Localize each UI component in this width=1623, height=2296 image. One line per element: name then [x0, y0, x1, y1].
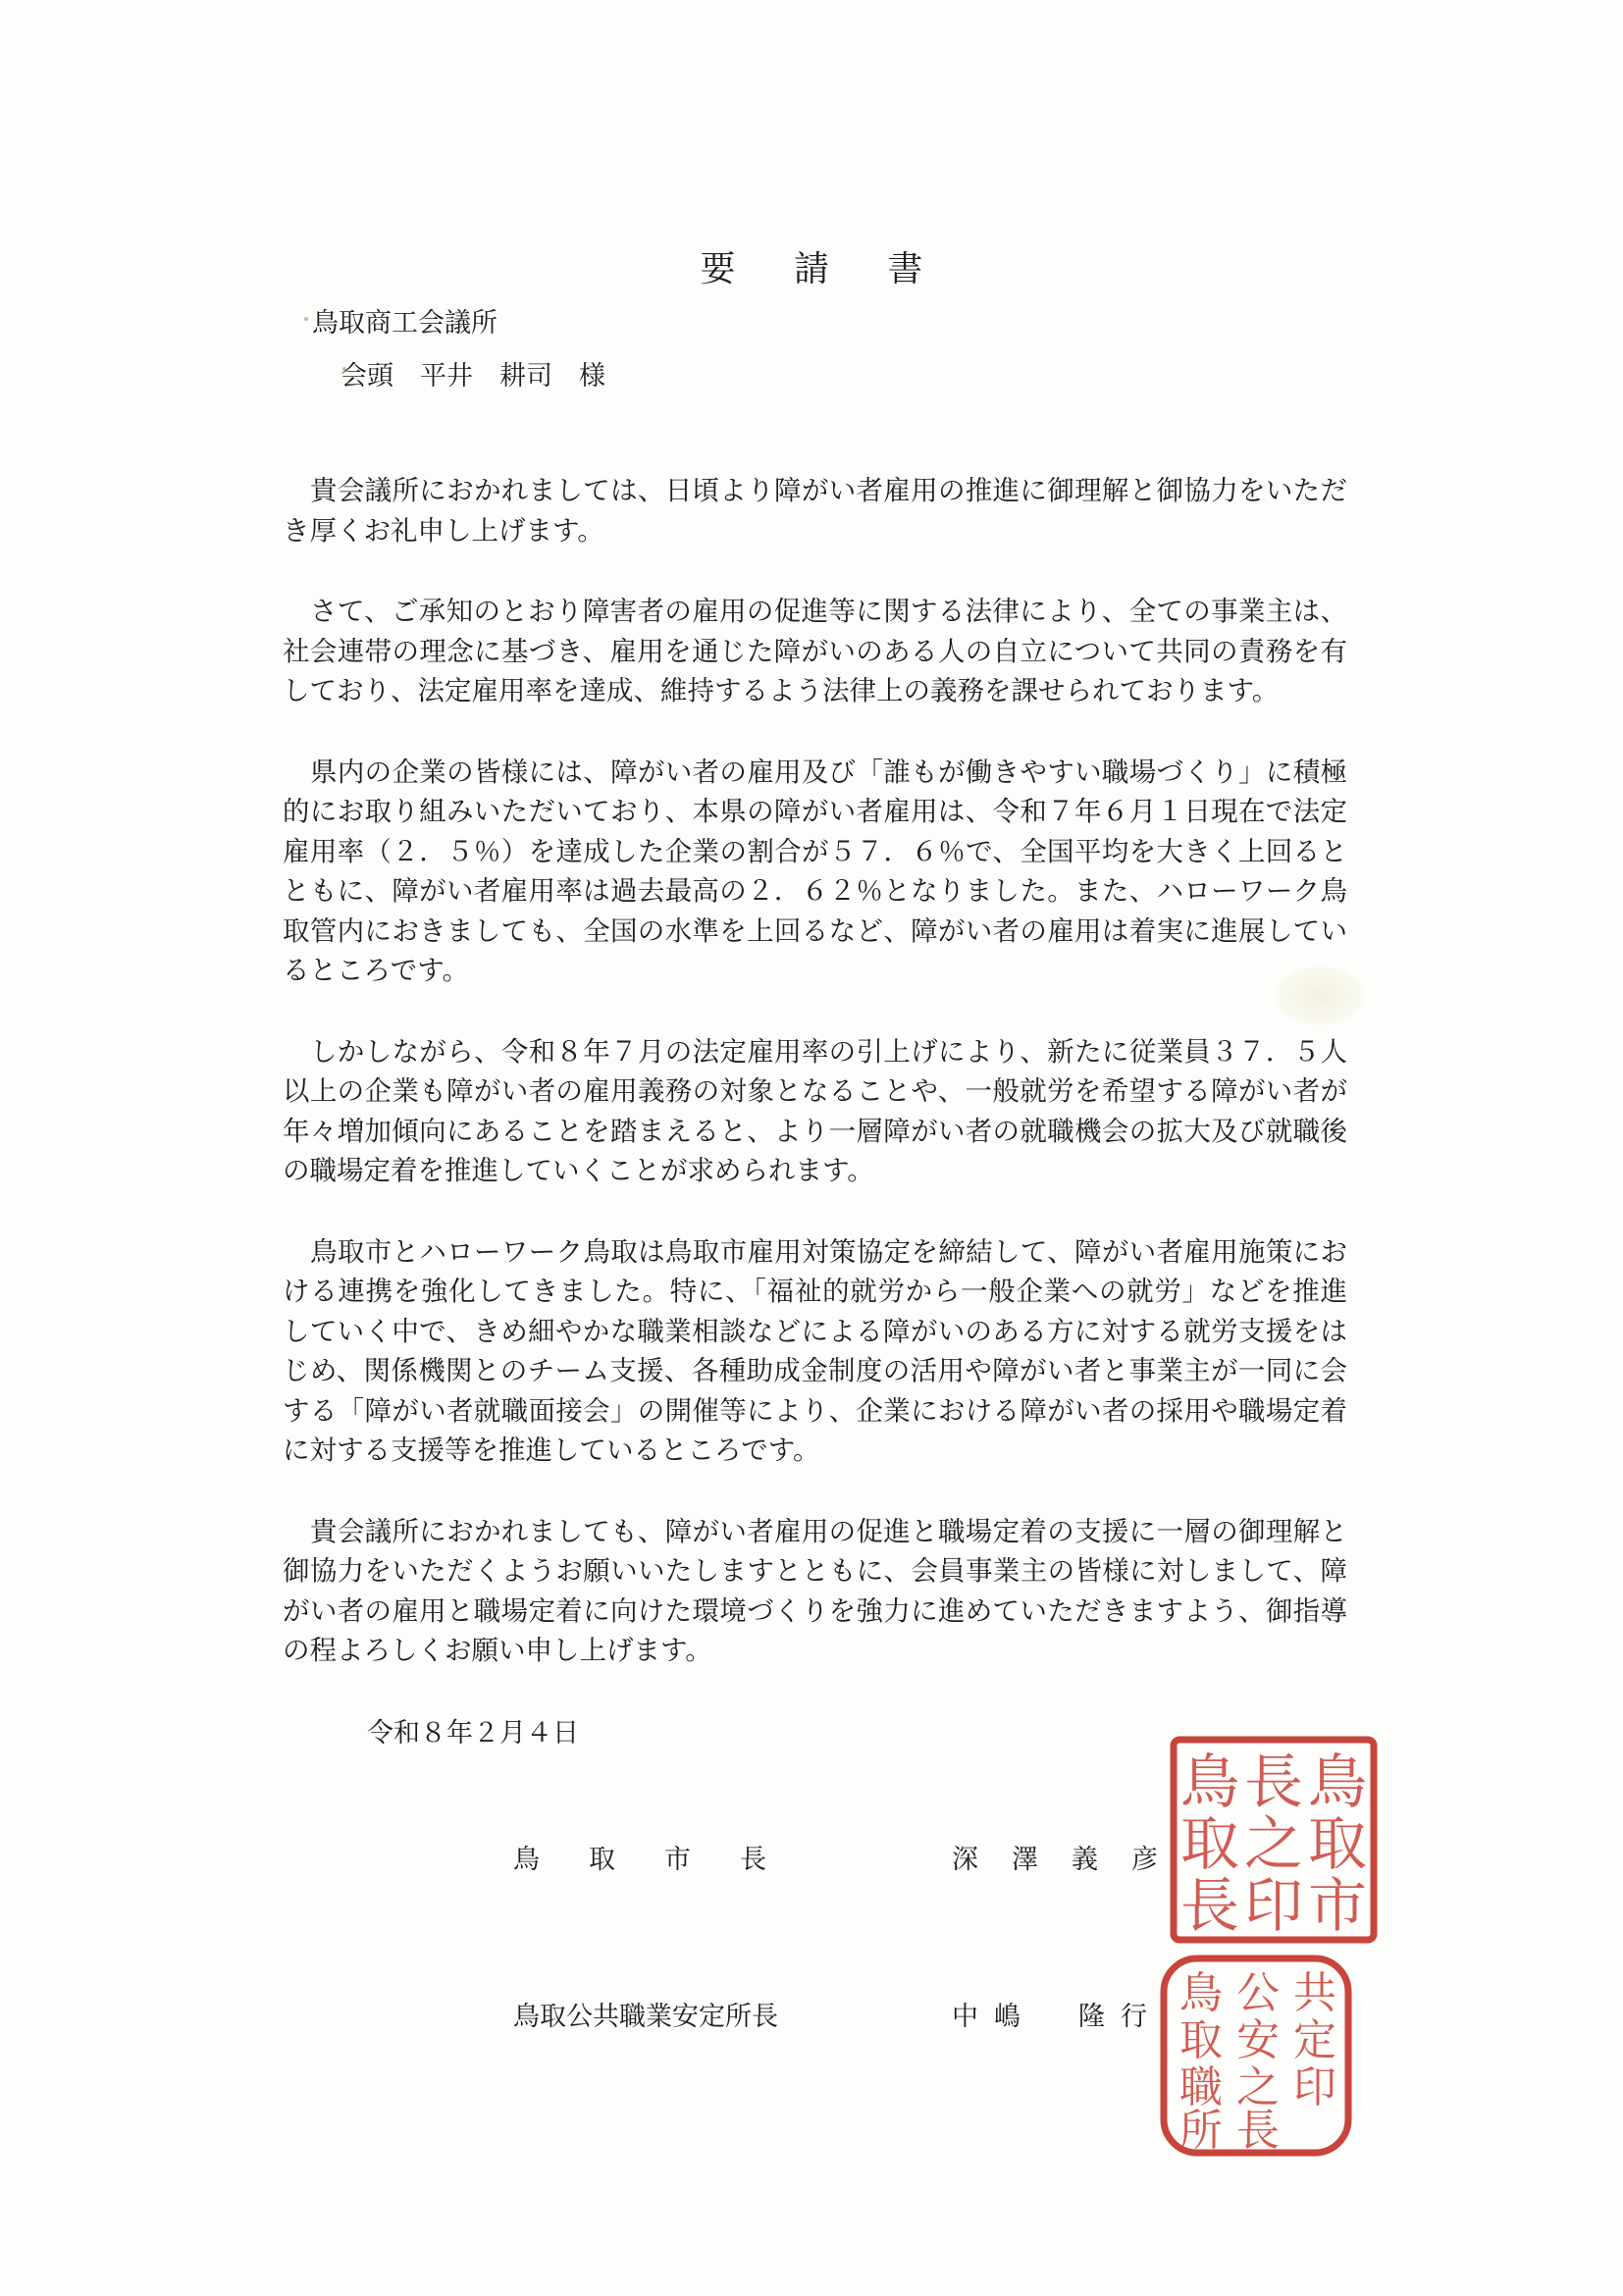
office-seal	[1158, 1953, 1354, 2163]
seal-char: 長	[1180, 1872, 1239, 1941]
seal-char: 取	[1179, 2015, 1223, 2065]
letter-body	[283, 471, 1347, 1712]
punch-mark	[304, 317, 308, 321]
seal-char: 鳥	[1308, 1748, 1367, 1817]
recipient-name: 会頭 平井 耕司 様	[340, 361, 605, 391]
seal-char: 職	[1179, 2062, 1223, 2113]
seal-char: 長	[1244, 1748, 1303, 1817]
seal-char: 印	[1244, 1872, 1303, 1941]
seal-char: 安	[1236, 2015, 1280, 2065]
seal-char: 公	[1236, 1968, 1280, 2018]
body-paragraph: 県内の企業の皆様には、障がい者の雇用及び「誰もが働きやすい職場づくり」に積極的にお取り組みいただいており、本県の障がい者雇用は、令和７年６月１日現在で法定雇用率（２．５％）を達成した企業の割合が５７．６％で、全国平均を大きく上回るとともに、障がい者雇用率は過去最高の２．６２％となりました。また、ハローワーク鳥取管内におきましても、全国の水準を上回るなど、障がい者の雇用は着実に進展しているところです。	[283, 756, 1347, 986]
body-paragraph: 鳥取市とハローワーク鳥取は鳥取市雇用対策協定を締結して、障がい者雇用施策における連携を強化してきました。特に、「福祉的就労から一般企業への就労」などを推進していく中で、きめ細やかな職業相談などによる障がいのある方に対する就労支援をはじめ、関係機関とのチーム支援、各種助成金制度の活用や障がい者と事業主が一同に会する「障がい者就職面接会」の開催等により、企業における障がい者の採用や職場定着に対する支援等を推進しているところです。	[283, 1235, 1347, 1466]
seal-char: 所	[1179, 2106, 1223, 2156]
mayor-seal-stamp	[1166, 1732, 1382, 1948]
mayor-seal-text	[1180, 1748, 1367, 1941]
document-title: 要 請 書	[700, 249, 947, 289]
seal-char: 市	[1308, 1872, 1367, 1941]
seal-char: 之	[1236, 2062, 1280, 2113]
seal-char: 取	[1308, 1810, 1367, 1879]
office-seal-stamp	[1158, 1953, 1354, 2159]
body-paragraph: さて、ご承知のとおり障害者の雇用の促進等に関する法律により、全ての事業主は、社会連帯の理念に基づき、雇用を通じた障がいのある人の自立について共同の責務を有しており、法定雇用率を達成、維持するよう法律上の義務を課せられております。	[283, 596, 1347, 706]
body-paragraph: 貴会議所におかれましても、障がい者雇用の促進と職場定着の支援に一層の御理解と御協力をいただくようお願いいたしますとともに、会員事業主の皆様に対しまして、障がい者の雇用と職場定着に向けた環境づくりを強力に進めていただきますよう、御指導の程よろしくお願い申し上げます。	[283, 1515, 1347, 1666]
recipient-organization: 鳥取商工会議所	[312, 308, 497, 339]
seal-char: 鳥	[1180, 1748, 1239, 1817]
seal-char: 長	[1236, 2106, 1280, 2156]
seal-char: 之	[1244, 1810, 1303, 1879]
body-paragraph: しかしながら、令和８年７月の法定雇用率の引上げにより、新たに従業員３７．５人以上の企業も障がい者の雇用義務の対象となることや、一般就労を希望する障がい者が年々増加傾向にあることを踏まえると、より一層障がい者の就職機会の拡大及び就職後の職場定着を推進していくことが求められます。	[283, 1035, 1347, 1186]
mayor-seal	[1166, 1732, 1382, 1952]
signatory-title-office: 鳥取公共職業安定所長	[513, 2002, 778, 2032]
seal-char: 取	[1180, 1810, 1239, 1879]
office-seal-text	[1179, 1968, 1336, 2156]
seal-char: 印	[1293, 2062, 1336, 2113]
signatory-title-mayor: 鳥取市長	[513, 1845, 815, 1875]
body-paragraph: 貴会議所におかれましては、日頃より障がい者雇用の推進に御理解と御協力をいただき厚くお礼申し上げます。	[283, 475, 1347, 547]
seal-char: 鳥	[1179, 1968, 1223, 2018]
seal-char: 定	[1293, 2015, 1336, 2065]
signatory-name-office: 中嶋 隆行	[952, 2002, 1163, 2032]
seal-char: 共	[1293, 1968, 1336, 2018]
signatory-name-mayor: 深澤義彦	[952, 1845, 1191, 1875]
issue-date: 令和８年２月４日	[367, 1718, 579, 1748]
